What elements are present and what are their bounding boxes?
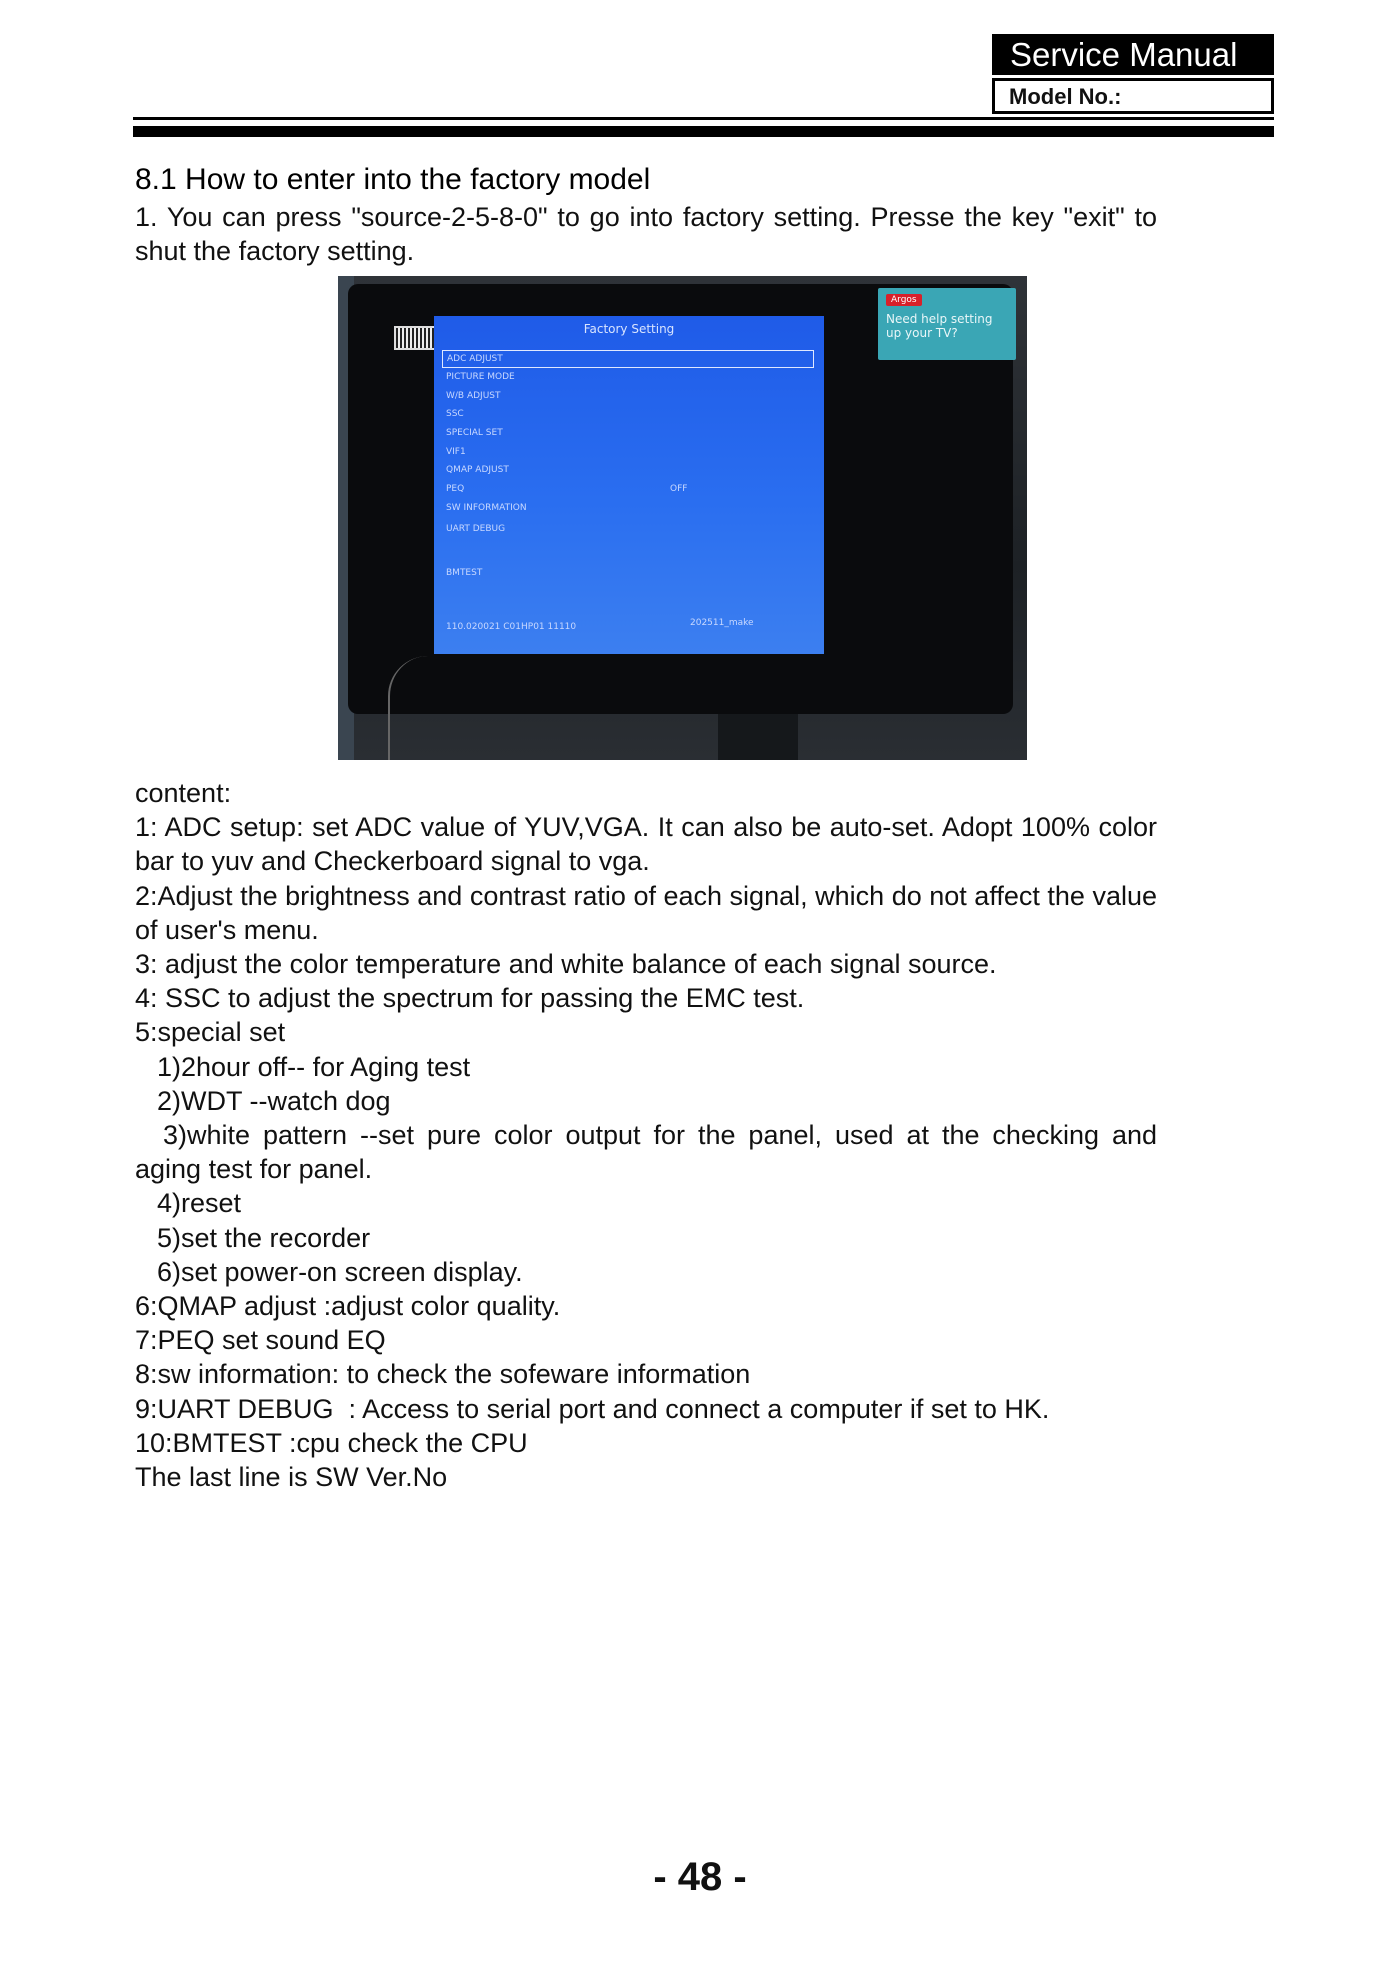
section-title: 8.1 How to enter into the factory model bbox=[135, 163, 651, 196]
argos-logo: Argos bbox=[886, 294, 922, 306]
content-item-6: 6:QMAP adjust :adjust color quality. bbox=[135, 1291, 561, 1322]
cable bbox=[388, 656, 450, 760]
content-item-10: 10:BMTEST :cpu check the CPU bbox=[135, 1427, 528, 1458]
menu-item: VIF1 bbox=[446, 446, 466, 457]
special-set-sub-4: 4)reset bbox=[157, 1188, 242, 1219]
menu-item: SSC bbox=[446, 409, 464, 420]
page-number: - 48 - bbox=[653, 1855, 747, 1899]
bmtest-item: BMTEST bbox=[446, 568, 483, 578]
content-item-8: 8:sw information: to check the sofeware information bbox=[135, 1359, 751, 1390]
uart-debug-item: UART DEBUG bbox=[446, 524, 506, 534]
special-set-sub-5: 5)set the recorder bbox=[157, 1222, 371, 1253]
special-set-sub-6: 6)set power-on screen display. bbox=[157, 1256, 523, 1287]
service-manual-title: Service Manual bbox=[992, 34, 1274, 75]
content-item-5: 5:special set bbox=[135, 1017, 286, 1048]
peq-value: OFF bbox=[670, 484, 688, 494]
page-content bbox=[135, 160, 1157, 268]
sticker-text: Need help setting up your TV? bbox=[886, 312, 993, 340]
content-label: content: bbox=[135, 778, 232, 808]
content-item-2: 2:Adjust the brightness and contrast ratio of each signal, which do not affect the value of user's menu. bbox=[135, 880, 1157, 945]
help-sticker bbox=[878, 288, 1016, 360]
sw-version-right: 202511_make bbox=[690, 618, 754, 628]
menu-item: PEQ bbox=[446, 484, 465, 495]
last-line-note: The last line is SW Ver.No bbox=[135, 1462, 448, 1493]
header-box bbox=[992, 34, 1274, 114]
special-set-sub-2: 2)WDT --watch dog bbox=[157, 1085, 391, 1116]
menu-item: W/B ADJUST bbox=[446, 390, 501, 401]
header-rule-thick bbox=[133, 126, 1274, 137]
tv-screen bbox=[434, 316, 824, 654]
content-description bbox=[135, 776, 1157, 1494]
special-set-sub-3-text: 3)white pattern --set pure color output for the panel, used at the checking and aging test for panel. bbox=[135, 1120, 1157, 1185]
special-set-sub-3 bbox=[135, 1118, 1157, 1186]
content-item-7: 7:PEQ set sound EQ bbox=[135, 1325, 386, 1356]
factory-setting-title: Factory Setting bbox=[583, 322, 675, 336]
menu-item: SPECIAL SET bbox=[446, 428, 503, 439]
model-number-label: Model No.: bbox=[992, 78, 1274, 114]
content-item-3: 3: adjust the color temperature and white balance of each signal source. bbox=[135, 949, 997, 980]
factory-menu bbox=[442, 350, 814, 518]
header-rule-thin bbox=[133, 117, 1274, 120]
content-item-1: 1: ADC setup: set ADC value of YUV,VGA. It can also be auto-set. Adopt 100% color bar to yuv and Checkerboard signal to vga. bbox=[135, 812, 1157, 877]
tv-stand bbox=[718, 714, 798, 760]
sw-version: 110.020021 C01HP01 11110 bbox=[446, 622, 577, 632]
content-item-4: 4: SSC to adjust the spectrum for passing the EMC test. bbox=[135, 983, 805, 1014]
content-item-9: 9:UART DEBUG : Access to serial port and connect a computer if set to HK. bbox=[135, 1393, 1050, 1424]
factory-setting-photo bbox=[338, 276, 1027, 760]
menu-item: ADC ADJUST bbox=[442, 350, 814, 368]
intro-paragraph: 1. You can press "source-2-5-8-0" to go into factory setting. Presse the key "exit" to shut the factory setting. bbox=[135, 202, 1157, 267]
menu-item: QMAP ADJUST bbox=[446, 465, 509, 476]
special-set-sub-1: 1)2hour off-- for Aging test bbox=[157, 1051, 471, 1082]
menu-item: PICTURE MODE bbox=[446, 372, 515, 382]
menu-item: SW INFORMATION bbox=[446, 502, 527, 513]
